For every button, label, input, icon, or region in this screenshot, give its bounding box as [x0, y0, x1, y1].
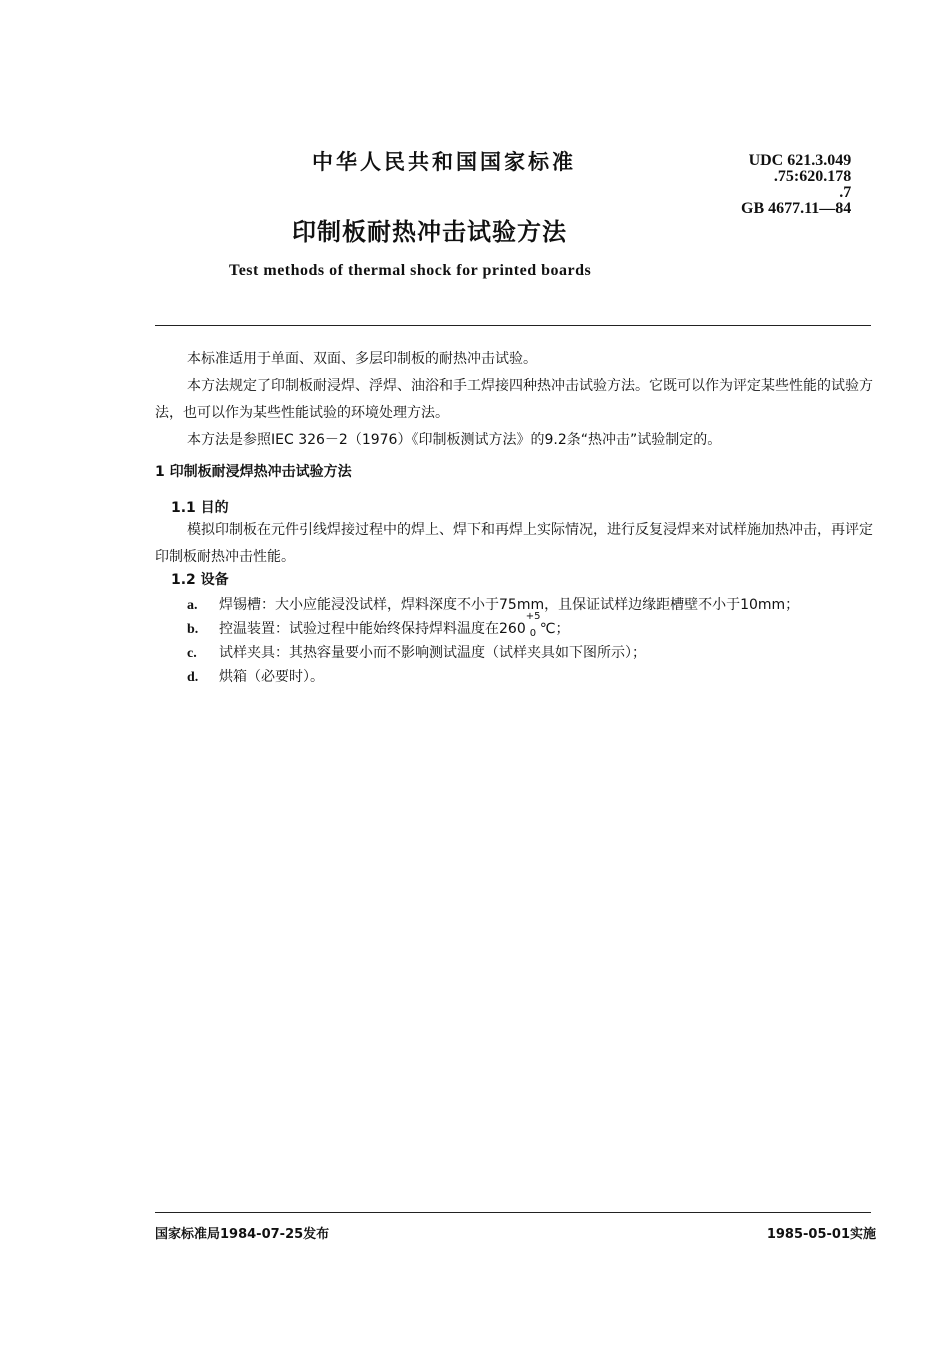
tolerance-lower: 0 — [529, 628, 537, 639]
intro-paragraph: 本方法是参照IEC 326－2（1976）《印制板测试方法》的9.2条“热冲击”试验制定的。 — [187, 432, 722, 448]
udc-line: .75:620.178 — [773, 168, 852, 185]
tolerance-upper: +5 — [525, 611, 541, 622]
effective-date: 1985-05-01实施 — [766, 1227, 876, 1242]
equipment-item — [187, 594, 799, 614]
item-label: c. — [187, 646, 197, 661]
item-label: a. — [187, 598, 198, 613]
item-text-unit: ℃； — [539, 621, 570, 637]
item-text: 控温装置：试验过程中能始终保持焊料温度在260 — [219, 621, 526, 637]
item-text: 烘箱（必要时）。 — [219, 669, 324, 685]
english-title: Test methods of thermal shock for printed boards — [229, 262, 592, 279]
item-label: b. — [187, 622, 199, 637]
header-rule — [155, 325, 871, 326]
section-1-1-body — [155, 517, 878, 571]
item-text: 焊锡槽：大小应能浸没试样，焊料深度不小于75mm，且保证试样边缘距槽壁不小于10mm； — [219, 597, 800, 613]
item-text: 试样夹具：其热容量要小而不影响测试温度（试样夹具如下图所示）； — [219, 645, 646, 661]
gb-number: GB 4677.11—84 — [741, 200, 852, 217]
udc-line: UDC 621.3.049 — [748, 152, 852, 169]
section-1-heading: 1 印制板耐浸焊热冲击试验方法 — [155, 464, 352, 480]
national-standard-title: 中华人民共和国国家标准 — [312, 150, 576, 174]
section-1-2-heading: 1.2 设备 — [171, 572, 229, 588]
equipment-item — [187, 642, 646, 662]
item-label: d. — [187, 670, 199, 685]
udc-line: .7 — [839, 184, 852, 201]
intro-block — [155, 346, 878, 454]
section-1-1-heading: 1.1 目的 — [171, 500, 229, 516]
temperature-tolerance — [525, 611, 541, 639]
document-title: 印制板耐热冲击试验方法 — [292, 218, 567, 246]
footer-rule — [155, 1212, 871, 1213]
intro-paragraph: 本方法规定了印制板耐浸焊、浮焊、油浴和手工焊接四种热冲击试验方法。它既可以作为评定某些性能的试验方法，也可以作为某些性能试验的环境处理方法。 — [155, 378, 873, 421]
intro-paragraph: 本标准适用于单面、双面、多层印制板的耐热冲击试验。 — [187, 351, 537, 367]
section-1-1-text: 模拟印制板在元件引线焊接过程中的焊上、焊下和再焊上实际情况，进行反复浸焊来对试样施加热冲击，再评定印制板耐热冲击性能。 — [155, 522, 873, 565]
udc-block — [741, 153, 851, 217]
equipment-item — [187, 611, 570, 639]
issue-date: 国家标准局1984-07-25发布 — [155, 1227, 330, 1242]
equipment-item — [187, 666, 324, 686]
